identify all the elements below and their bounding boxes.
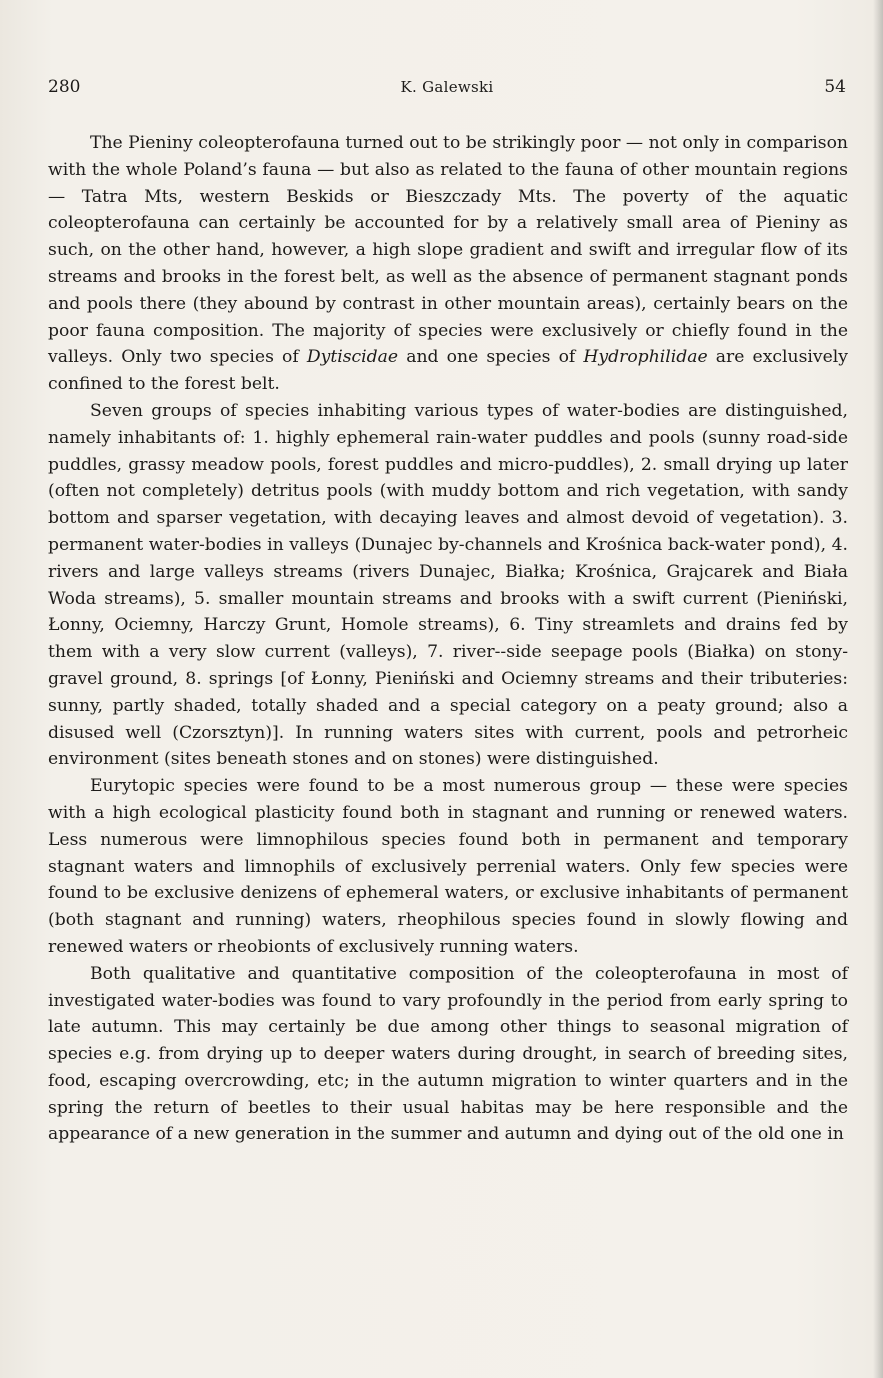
body-text — [48, 130, 848, 1148]
paragraph-text: The Pieniny coleopterofauna turned out to be strikingly poor — not only in comparison with the whole Poland’s fauna — but also as related to the fauna of other mountain regions — Tatra Mts, western Beskids or Bieszczady Mts. The poverty of the aquatic coleopterofauna can certainly be accounted for by a relatively small area of Pieniny as such, on the other hand, however, a high slope gradient and swift and irregular flow of its streams and brooks in the forest belt, as well as the absence of permanent stagnant ponds and pools there (they abound by contrast in other mountain areas), certainly bears on the poor fauna composition. The majority of species were exclusively or chiefly found in the valleys. Only two species of — [48, 133, 848, 368]
taxon-name: Hydrophilidae — [583, 347, 708, 368]
paragraph-text: and one species of — [398, 347, 584, 368]
page-edge-shadow — [873, 0, 883, 1378]
paragraph-text: are exclusively confined to the forest belt. — [48, 347, 848, 395]
page-number-left: 280 — [48, 77, 81, 97]
taxon-name: Dytiscidae — [306, 347, 399, 368]
paragraph-2: Seven groups of species inhabiting various types of water-bodies are distinguished, namely inhabitants of: 1. highly ephemeral rain-water puddles and pools (sunny road-side puddles, grassy meadow pools, forest puddles and micro-puddles), 2. small drying up later (often not completely) detritus pools (with muddy bottom and rich vegetation, with sandy bottom and sparser vegetation, with decaying leaves and almost devoid of vegetation). 3. permanent water-bodies in valleys (Dunajec by-channels and Krośnica back-water pond), 4. rivers and large valleys streams (rivers Dunajec, Białka; Krośnica, Grajcarek and Biała Woda streams), 5. smaller mountain streams and brooks with a swift current (Pieniński, Łonny, Ociemny, Harczy Grunt, Homole streams), 6. Tiny streamlets and drains fed by them with a very slow current (valleys), 7. river--side seepage pools (Białka) on stony-gravel ground, 8. springs [of Łonny, Pieniński and Ociemny streams and their tributeries: sunny, partly shaded, totally shaded and a special category on a peaty ground; also a disused well (Czorsztyn)]. In running waters sites with current, pools and petrorheic environment (sites beneath stones and on stones) were distinguished. — [48, 400, 848, 770]
running-head: K. Galewski — [400, 78, 494, 96]
paragraph-3: Eurytopic species were found to be a most numerous group — these were species with a high ecological plasticity found both in stagnant and running or renewed waters. Less numerous were limnophilous species found both in permanent and temporary stagnant waters and limnophils of exclusively perrenial waters. Only few species were found to be exclusive denizens of ephemeral waters, or exclusive inhabitants of permanent (both stagnant and running) waters, rheophilous species found in slowly flowing and renewed waters or rheobionts of exclusively running waters. — [48, 776, 848, 957]
paragraph-4: Both qualitative and quantitative composition of the coleopterofauna in most of investigated water-bodies was found to vary profoundly in the period from early spring to late autumn. This may certainly be due among other things to seasonal migration of species e.g. from drying up to deeper waters during drought, in search of breeding sites, food, escaping overcrowding, etc; in the autumn migration to winter quarters and in the spring the return of beetles to their usual habitas may be here responsible and the appearance of a new generation in the summer and autumn and dying out of the old one in — [48, 963, 848, 1145]
page-number-right: 54 — [824, 77, 846, 97]
paragraph-1 — [48, 130, 848, 398]
page-header — [48, 77, 846, 103]
